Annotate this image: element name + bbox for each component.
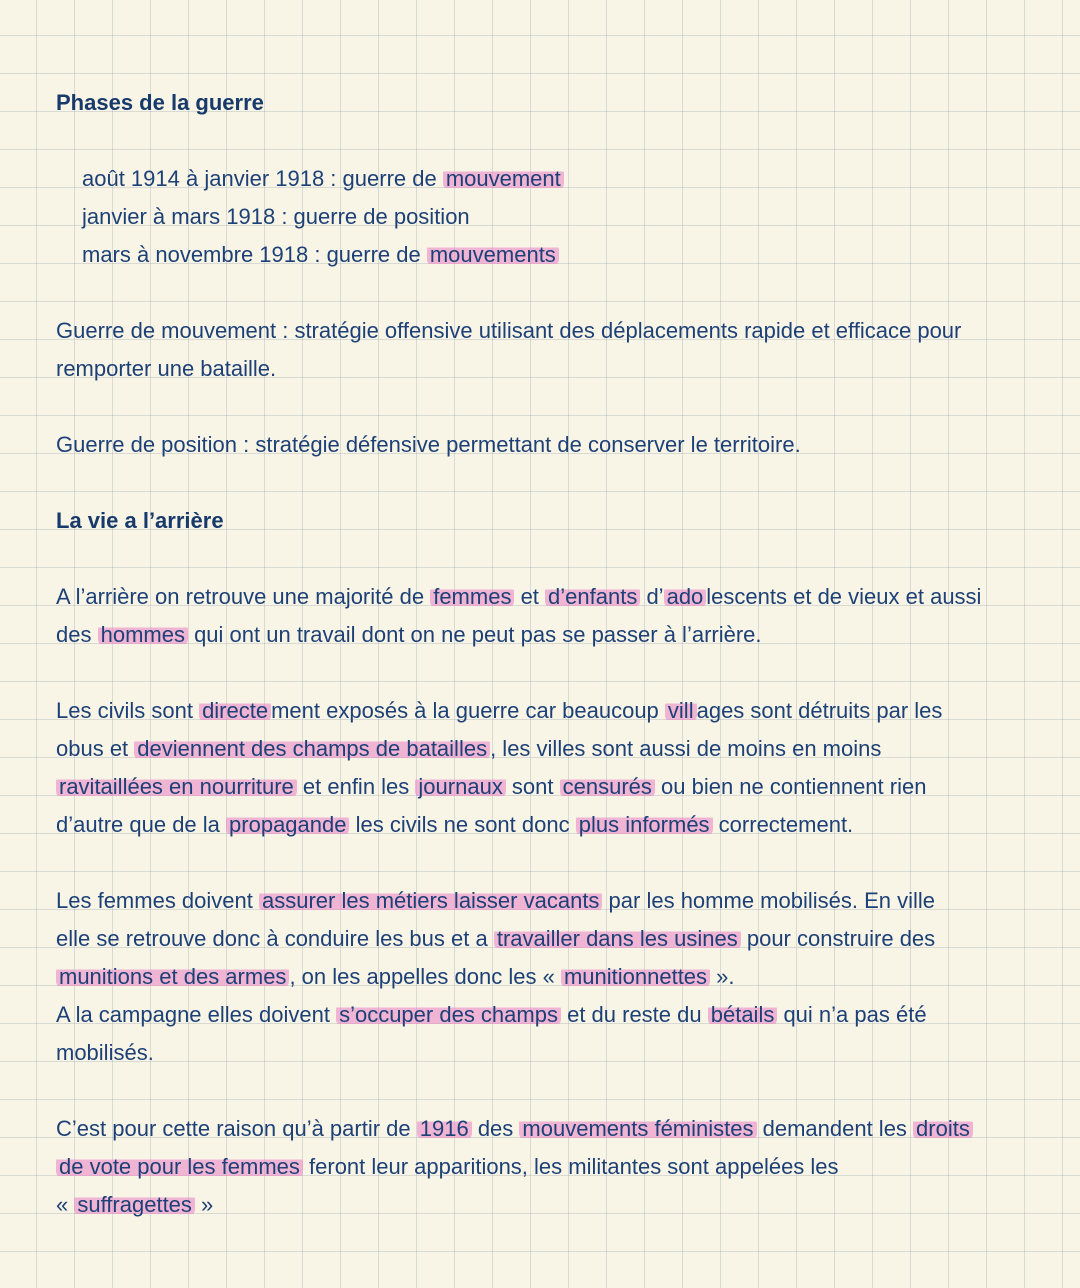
text-segment: A l’arrière on retrouve une majorité de bbox=[56, 584, 431, 609]
highlighted-text: censurés bbox=[560, 774, 655, 799]
highlighted-text: de vote pour les femmes bbox=[56, 1154, 303, 1179]
text-segment: des bbox=[471, 1116, 520, 1141]
text-line bbox=[56, 958, 1031, 996]
text-segment: mobilisés. bbox=[56, 1040, 154, 1065]
text-segment: qui n’a pas été bbox=[777, 1002, 927, 1027]
paragraph-civils bbox=[56, 692, 1031, 844]
text-line bbox=[56, 1034, 1031, 1072]
highlighted-text: munitionnettes bbox=[561, 964, 710, 989]
text-segment: correctement. bbox=[712, 812, 854, 837]
text-line bbox=[56, 806, 1031, 844]
phases-list bbox=[82, 160, 564, 274]
text-line bbox=[56, 882, 1031, 920]
text-segment: , les villes sont aussi de moins en moins bbox=[490, 736, 882, 761]
text-line bbox=[56, 996, 1031, 1034]
paragraph-arriere bbox=[56, 578, 1031, 654]
phase-item bbox=[82, 198, 564, 236]
text-segment: feront leur apparitions, les militantes sont appelées les bbox=[302, 1154, 839, 1179]
highlighted-text: hommes bbox=[98, 622, 188, 647]
paragraph-femmes bbox=[56, 882, 1031, 1072]
text-line bbox=[56, 1148, 1031, 1186]
text-segment: ou bien ne contiennent rien bbox=[654, 774, 927, 799]
text-line bbox=[56, 578, 1031, 616]
highlighted-text: munitions et des armes bbox=[56, 964, 289, 989]
text-segment: par les homme mobilisés. En ville bbox=[602, 888, 936, 913]
text-segment: , on les appelles donc les « bbox=[289, 964, 561, 989]
text-segment: Les femmes doivent bbox=[56, 888, 259, 913]
text-segment: sont bbox=[505, 774, 560, 799]
definition-mouvement bbox=[56, 312, 1031, 388]
text-line bbox=[56, 692, 1031, 730]
text-segment: remporter une bataille. bbox=[56, 356, 277, 381]
text-segment: Guerre de position : stratégie défensive permettant de conserver le territoire. bbox=[56, 432, 801, 457]
text-segment: C’est pour cette raison qu’à partir de bbox=[56, 1116, 417, 1141]
text-segment: Guerre de mouvement : stratégie offensive utilisant des déplacements rapide et efficace pour bbox=[56, 318, 962, 343]
highlighted-text: mouvements féministes bbox=[519, 1116, 756, 1141]
text-segment: des bbox=[56, 622, 98, 647]
phase-item bbox=[82, 236, 564, 274]
text-segment: qui ont un travail dont on ne peut pas se passer à l’arrière. bbox=[187, 622, 762, 647]
highlighted-text: directe bbox=[199, 698, 271, 723]
text-line bbox=[56, 730, 1031, 768]
text-segment: ages sont détruits par les bbox=[696, 698, 943, 723]
highlighted-text: droits bbox=[913, 1116, 973, 1141]
text-segment: d’ bbox=[640, 584, 664, 609]
text-segment: demandent les bbox=[756, 1116, 914, 1141]
highlighted-text: ravitaillées en nourriture bbox=[56, 774, 297, 799]
text-segment: ». bbox=[710, 964, 735, 989]
highlighted-text: journaux bbox=[415, 774, 505, 799]
text-segment: « bbox=[56, 1192, 75, 1217]
highlighted-text: femmes bbox=[430, 584, 514, 609]
text-line bbox=[56, 768, 1031, 806]
highlighted-text: suffragettes bbox=[74, 1192, 195, 1217]
highlighted-text: deviennent des champs de batailles bbox=[134, 736, 490, 761]
text-segment: d’autre que de la bbox=[56, 812, 227, 837]
phase-item bbox=[82, 160, 564, 198]
heading-phases: Phases de la guerre bbox=[56, 90, 264, 115]
text-line bbox=[56, 616, 1031, 654]
highlighted-text: ado bbox=[664, 584, 707, 609]
text-segment: et enfin les bbox=[296, 774, 416, 799]
highlighted-text: s’occuper des champs bbox=[336, 1002, 561, 1027]
text-line bbox=[56, 1110, 1031, 1148]
highlighted-text: assurer les métiers laisser vacants bbox=[259, 888, 602, 913]
text-segment: ment exposés à la guerre car beaucoup bbox=[271, 698, 665, 723]
text-segment: janvier à mars 1918 : guerre de position bbox=[82, 204, 470, 229]
text-segment: et du reste du bbox=[560, 1002, 708, 1027]
text-line bbox=[56, 920, 1031, 958]
text-segment: les civils ne sont donc bbox=[349, 812, 576, 837]
text-segment: obus et bbox=[56, 736, 135, 761]
highlighted-text: plus informés bbox=[576, 812, 713, 837]
text-segment: lescents et de vieux et aussi bbox=[706, 584, 982, 609]
highlighted-text: vill bbox=[665, 698, 697, 723]
highlighted-text: travailler dans les usines bbox=[494, 926, 741, 951]
text-segment: août 1914 à janvier 1918 : guerre de bbox=[82, 166, 443, 191]
highlighted-text: propagande bbox=[226, 812, 349, 837]
text-line bbox=[56, 1186, 1031, 1224]
text-segment: Les civils sont bbox=[56, 698, 200, 723]
text-segment: A la campagne elles doivent bbox=[56, 1002, 337, 1027]
text-segment: et bbox=[514, 584, 546, 609]
highlight: mouvements bbox=[427, 242, 559, 267]
highlighted-text: d’enfants bbox=[545, 584, 640, 609]
definition-position bbox=[56, 426, 1031, 464]
highlighted-text: bétails bbox=[708, 1002, 778, 1027]
heading-vie-arriere: La vie a l’arrière bbox=[56, 508, 224, 533]
text-segment: pour construire des bbox=[740, 926, 936, 951]
text-segment: elle se retrouve donc à conduire les bus et a bbox=[56, 926, 494, 951]
text-segment: » bbox=[194, 1192, 214, 1217]
highlighted-text: 1916 bbox=[417, 1116, 472, 1141]
paragraph-suffragettes bbox=[56, 1110, 1031, 1224]
text-segment: mars à novembre 1918 : guerre de bbox=[82, 242, 427, 267]
highlight: mouvement bbox=[443, 166, 564, 191]
